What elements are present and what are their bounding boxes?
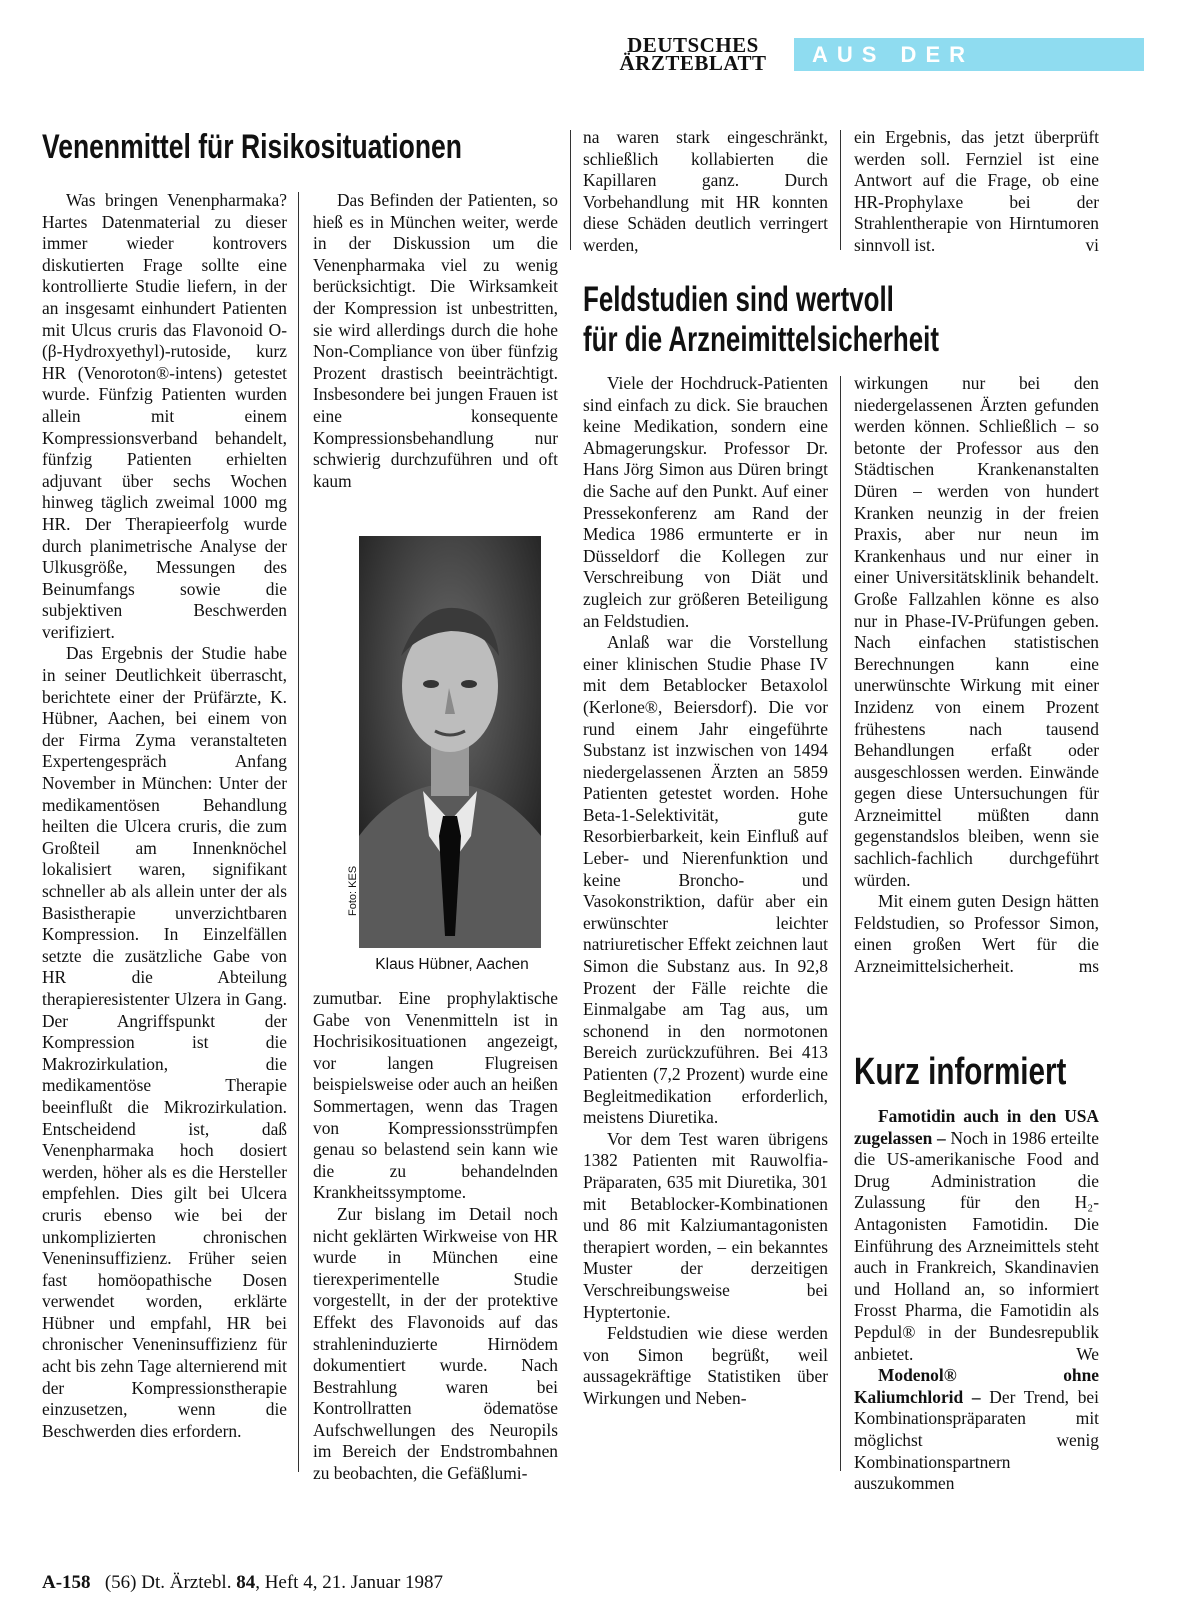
news-text: Der Trend, bei Kombinationspräparaten mit möglichst wenig Kombinationspartnern auszukommen	[854, 1386, 1099, 1494]
masthead-logo	[608, 33, 778, 75]
photo-credit: Foto: KES	[347, 865, 359, 916]
page-footer	[42, 1572, 443, 1594]
article1-column2-top	[313, 190, 558, 492]
paragraph: Das Ergebnis der Studie habe in seiner Deutlichkeit überrascht, berichtete einer der Prüfärzte, K. Hübner, Aachen, bei einem von der Firma Zyma veranstalteten Expertengespräch Anfang November in München: Unter der medikamentösen Behandlung heilten die Ulcera cruris, die zum Großteil am Innenknöchel lokalisiert waren, signifikant schneller ab als allein unter der als Basistherapie unverzichtbaren Kompression. In Einzelfällen setzte die zusätzliche Gabe von HR die Abteilung therapieresistenter Ulzera in Gang. Der Angriffspunkt der Kompression ist die Makrozirkulation, die medikamentöse Therapie beeinflußt die Mikrozirkulation. Entscheidend ist, daß Venenpharmaka hoch dosiert werden, höher als es die Hersteller empfehlen. Dies gilt bei Ulcera cruris ebenso wie bei der unkomplizierten chronischen Veneninsuffizienz. Früher seien fast homöopathische Dosen verwendet worden, erklärte Hübner und empfahl, HR bei chronischer Veneninsuffizienz für acht bis zehn Tage alternierend mit der Kompressionstherapie einzusetzen, wenn die Beschwerden dies erfordern.	[42, 643, 287, 1441]
paragraph-text: Mit einem guten Design hätten Feldstudien, so Professor Simon, einen großen Wert für die Arzneimittelsicherheit.	[854, 891, 1099, 977]
paragraph: zumutbar. Eine prophylaktische Gabe von Venenmitteln ist in Hochrisikosituationen angezeigt, vor langen Flugreisen beispielsweise oder auch an heißen Sommertagen, wenn das Tragen von Kompressionsstrümpfen genau so belastend sein kann wie die zu behandelnden Krankheitssymptome.	[313, 988, 558, 1203]
column-rule	[840, 376, 841, 1471]
journal-name: Dt. Ärztebl.	[141, 1572, 232, 1593]
column-rule	[570, 130, 571, 250]
photo-caption: Klaus Hübner, Aachen	[375, 956, 529, 973]
paragraph: wirkungen nur bei den niedergelassenen Ärzten gefunden werden können. Schließlich – so betonte der Professor aus den Städtischen Krankenanstalten Düren – werden von hundert Kranken neunzig in der freien Praxis, aber nur neun im Krankenhaus und nur einer in einer Universitätsklinik behandelt. Große Fallzahlen könne es also nur in Phase-IV-Prüfungen geben. Nach einfachen statistischen Berechnungen kann eine unerwünschte Wirkung mit einer Inzidenz von einem Prozent frühestens nach tausend Behandlungen erfaßt oder ausgeschlossen werden. Einwände gegen diese Untersuchungen für Arzneimittel müßten dann gegenstandslos bleiben, wenn sie sachlich-fachlich durchgeführt würden.	[854, 373, 1099, 890]
paragraph: na waren stark eingeschränkt, schließlich kollabierten die Kapillaren ganz. Durch Vorbehandlung mit HR konnten diese Schäden deutlich verringert werden,	[583, 127, 828, 255]
article2-column4	[854, 373, 1099, 978]
article1-column1	[42, 190, 287, 1442]
paragraph: Anlaß war die Vorstellung einer klinischen Studie Phase IV mit dem Betablocker Betaxolol (Kerlone®, Beiersdorf). Die vor rund einem Jahr eingeführte Substanz ist inzwischen von 1494 niedergelassenen Ärzten an 5859 Patienten getestet worden. Hohe Beta-1-Selektivität, gute Resorbierbarkeit, kein Einfluß auf Leber- und Nierenfunktion und keine Broncho- und Vasokonstriktion, dafür aber ein erwünschter leichter natriuretischer Effekt zeichnen laut Simon die Substanz aus. In 92,8 Prozent der Fälle reichte die Einmalgabe am Tag aus, um schonend in den normotonen Bereich zurückzuführen. Bei 413 Patienten (7,2 Prozent) wurde eine Begleitmedikation erforderlich, meistens Diuretika.	[583, 632, 828, 1128]
paragraph: Das Befinden der Patienten, so hieß es in München weiter, werde in der Diskussion um die Venenpharmaka viel zu wenig berücksichtigt. Die Wirksamkeit der Kompression ist unbestritten, sie wird allerdings durch die hohe Non-Compliance von über fünfzig Prozent drastisch beeinträchtigt. Insbesondere bei jungen Frauen ist eine konsequente Kompressionsbehandlung nur schwierig durchzuführen und oft kaum	[313, 190, 558, 491]
article1-column2-bottom	[313, 988, 558, 1485]
paragraph: Vor dem Test waren übrigens 1382 Patienten mit Rauwolfia-Präparaten, 635 mit Diuretika, 301 mit Betablocker-Kombinationen und 86 mit Kalziumantagonisten therapiert worden, – ein bekanntes Muster der derzeitigen Verschreibungsweise bei Hyptertonie.	[583, 1128, 828, 1322]
author-sign: ms	[1078, 956, 1099, 977]
column-rule	[840, 130, 841, 250]
author-sign: We	[1076, 1343, 1099, 1364]
paragraph: Viele der Hochdruck-Patienten sind einfach zu dick. Sie brauchen keine Medikation, sondern eine Abmagerungskur. Professor Dr. Hans Jörg Simon aus Düren bringt die Sache auf den Punkt. Auf einer Pressekonferenz am Rand der Medica 1986 ermunterte er in Düsseldorf die Kollegen zur Verschreibung von Diät und zugleich zur größeren Beteiligung an Feldstudien.	[583, 373, 828, 631]
section-label: AUS DER INDUSTRIE	[794, 38, 1144, 71]
news-headline: Modenol® ohne Kaliumchlorid –	[854, 1365, 1099, 1407]
article1-title: Venenmittel für Risikosituationen	[42, 128, 462, 166]
article1-column3	[583, 127, 828, 257]
news-text: Noch in 1986 erteilte die US-amerikanische Food and Drug Administration die Zulassung für den H₂-Antagonisten Famotidin. Die Einführung des Arzneimittels steht auch in Frankreich, Skandinavien und Holland an, so informiert Frosst Pharma, die Famotidin als Pepdul® in der Bundesrepublik anbietet.	[854, 1127, 1099, 1364]
masthead-line1: DEUTSCHES	[627, 33, 759, 57]
paragraph	[854, 127, 1099, 257]
column-rule	[298, 192, 299, 1472]
article2-column3	[583, 373, 828, 1410]
author-sign: vi	[1085, 234, 1099, 255]
paragraph: Was bringen Venenpharmaka? Hartes Datenmaterial zu dieser immer wieder kontrovers diskutierten Frage sollte eine kontrollierte Studie liefern, in der an insgesamt einhundert Patienten mit Ulcus cruris das Flavonoid O-(β-Hydroxyethyl)-rutoside, kurz HR (Venoroton®-intens) getestet wurde. Fünfzig Patienten wurden allein mit einem Kompressionsverband behandelt, fünfzig Patienten erhielten adjuvant über sechs Wochen hinweg täglich zweimal 1000 mg HR. Der Therapieerfolg wurde durch planimetrische Analyse der Ulkusgröße, Messungen des Beinumfangs sowie die subjektiven Beschwerden verifiziert.	[42, 190, 287, 642]
paragraph-text: ein Ergebnis, das jetzt überprüft werden soll. Fernziel ist eine Antwort auf die Frage, ob eine HR-Prophylaxe bei der Strahlentherapie von Hirntumoren sinnvoll ist.	[854, 127, 1099, 255]
news-item	[854, 1106, 1099, 1365]
article2-title-line2: für die Arzneimittelsicherheit	[583, 320, 939, 359]
volume-number: 84	[236, 1572, 256, 1593]
paragraph: Feldstudien wie diese werden von Simon begrüßt, weil aussagekräftige Statistiken über Wirkungen und Neben-	[583, 1323, 828, 1408]
news-headline: Famotidin auch in den USA zugelassen –	[854, 1106, 1099, 1148]
article1-column4	[854, 127, 1099, 257]
article2-title-line1: Feldstudien sind wertvoll	[583, 280, 894, 319]
article3-column	[854, 1106, 1099, 1495]
issue-info: , Heft 4, 21. Januar 1987	[255, 1572, 444, 1593]
paragraph: Zur bislang im Detail noch nicht geklärten Wirkweise von HR wurde in München eine tierexperimentelle Studie vorgestellt, in der der protektive Effekt des Flavonoids auf das strahleninduzierte Hirnödem dokumentiert wurde. Nach Bestrahlung waren bei Kontrollratten ödematöse Aufschwellungen des Neuropils im Bereich der Endstrombahnen zu beobachten, die Gefäßlumi-	[313, 1203, 558, 1484]
masthead-line2: ÄRZTEBLATT	[619, 51, 767, 75]
paragraph	[854, 891, 1099, 977]
article3-title: Kurz informiert	[854, 1051, 1067, 1093]
portrait-photo	[359, 536, 541, 948]
page-number: A-158	[42, 1572, 91, 1593]
page-paren: (56)	[104, 1572, 137, 1593]
news-item	[854, 1365, 1099, 1495]
